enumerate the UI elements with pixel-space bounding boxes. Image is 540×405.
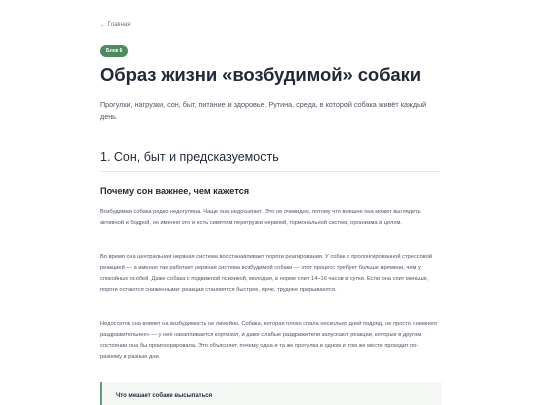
paragraph-1: Возбудимая собака редко недогуляна. Чаще она недосыпает. Это не очевидно, потому что внешне она может выглядеть активной и бодрой, но именно это и есть симптом перегрузки нервной, гормональной систем, организма в целом. [100, 209, 421, 226]
callout-title: Что мешает собаке высыпаться [116, 393, 213, 399]
page-title: Образ жизни «возбудимой» собаки [100, 64, 422, 85]
section-divider [100, 171, 440, 172]
paragraph-2: Во время сна центральная нервная система восстанавливает пороги реагирования. У собак с пролонгированной стрессовой реакцией — а именно так работает нервная система возбудимой собаки — этот процесс требует больше времени, чем у спокойных особей. Даже собака с подвижной психикой, молодая, в норме спит 14–16 часов в сутки. Если она спит меньше, пороги остаются сниженными: реакции становятся быстрее, ярче, труднее прерываются. [100, 254, 433, 293]
paragraph-3: Недостаток сна влияет на возбудимость не линейно. Собака, которая плохо спала несколько дней подряд, не просто «немного раздражительнее» — у неё накапливается кортизол, и даже слабые раздражители запускают реакции, которые в другом состоянии она бы проигнорировала. Это объясняет, почему одна и та же прогулка в одном и том же месте проходит по-разному в разные дни. [100, 321, 438, 360]
page-lead: Прогулки, нагрузки, сон, быт, питание и здоровье. Рутина, среда, в которой собака живёт каждый день. [100, 100, 427, 121]
block-badge: Блок 6 [100, 45, 128, 57]
subsection-title: Почему сон важнее, чем кажется [100, 186, 250, 196]
back-link-home[interactable]: ← Главная [100, 22, 131, 28]
callout-box [100, 382, 442, 405]
section-title: 1. Сон, быт и предсказуемость [100, 150, 279, 164]
